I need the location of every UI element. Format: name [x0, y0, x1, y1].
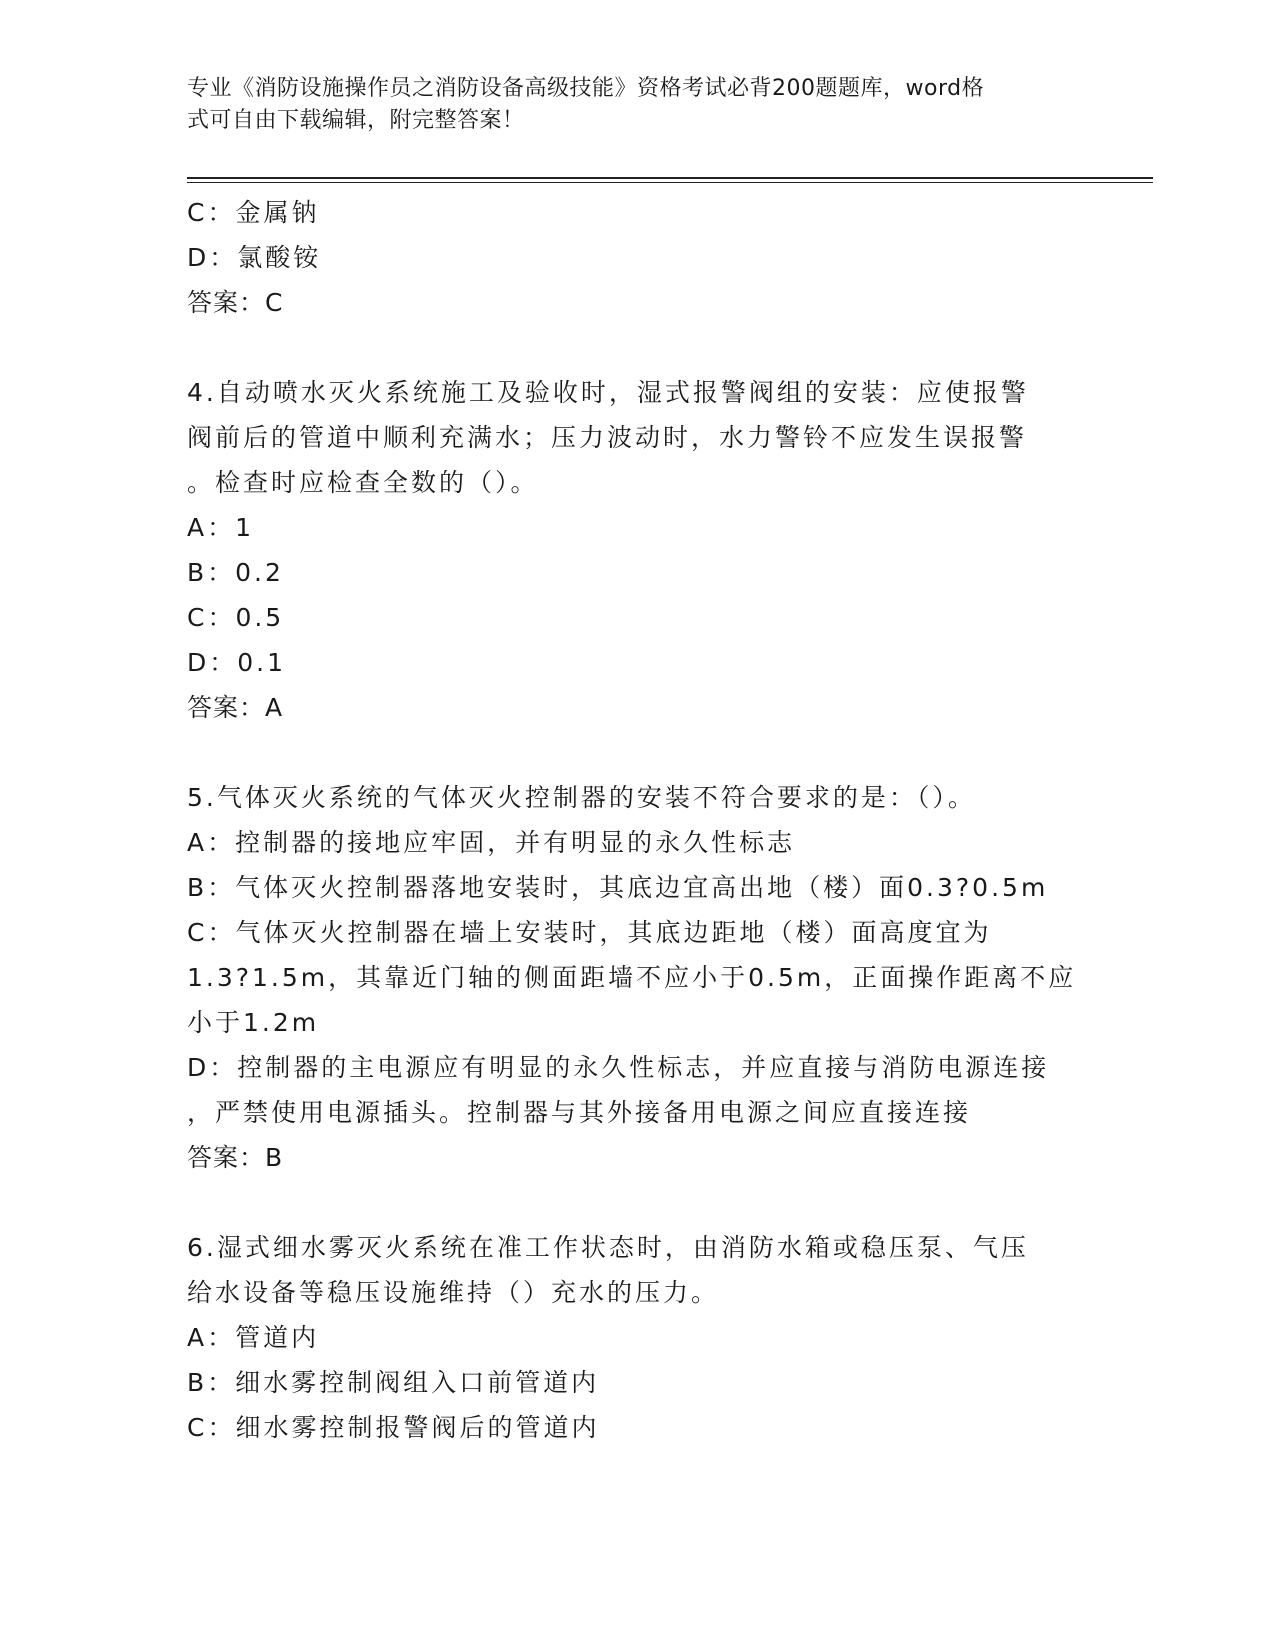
question-block	[187, 190, 1087, 325]
option-c: C：0.5	[187, 603, 285, 632]
spacer	[187, 730, 1087, 775]
answer-text: 答案：A	[187, 693, 284, 722]
header-line: 式可自由下载编辑，附完整答案！	[187, 108, 525, 133]
header-divider	[187, 177, 1153, 179]
option-b: B：0.2	[187, 558, 284, 587]
question-stem: 5.气体灭火系统的气体灭火控制器的安装不符合要求的是：（）。	[187, 783, 976, 812]
spacer	[187, 1180, 1087, 1225]
question-block	[187, 370, 1087, 730]
question-block	[187, 775, 1087, 1180]
question-stem: 6.湿式细水雾灭火系统在准工作状态时，由消防水箱或稳压泵、气压	[187, 1233, 1029, 1262]
answer-text: 答案：B	[187, 1143, 284, 1172]
question-stem: 。检查时应检查全数的（）。	[187, 468, 539, 497]
option-c: C：气体灭火控制器在墙上安装时，其底边距地（楼）面高度宜为	[187, 918, 992, 947]
option-d: D：氯酸铵	[187, 243, 322, 272]
option-c-continued: 1.3?1.5m，其靠近门轴的侧面距墙不应小于0.5m，正面操作距离不应	[187, 963, 1077, 992]
option-c: C：细水雾控制报警阀后的管道内	[187, 1413, 600, 1442]
option-c-continued: 小于1.2m	[187, 1008, 320, 1037]
question-list	[187, 190, 1087, 1450]
option-d: D：0.1	[187, 648, 287, 677]
question-block	[187, 1225, 1087, 1450]
spacer	[187, 325, 1087, 370]
option-a: A：管道内	[187, 1323, 320, 1352]
option-d-continued: ，严禁使用电源插头。控制器与其外接备用电源之间应直接连接	[187, 1098, 972, 1127]
option-b: B：气体灭火控制器落地安装时，其底边宜高出地（楼）面0.3?0.5m	[187, 873, 1049, 902]
question-stem: 4.自动喷水灭火系统施工及验收时，湿式报警阀组的安装：应使报警	[187, 378, 1029, 407]
option-a: A：控制器的接地应牢固，并有明显的永久性标志	[187, 828, 796, 857]
question-stem: 阀前后的管道中顺利充满水；压力波动时，水力警铃不应发生误报警	[187, 423, 1028, 452]
document-header	[187, 73, 1067, 137]
question-stem: 给水设备等稳压设施维持（）充水的压力。	[187, 1278, 720, 1307]
option-a: A：1	[187, 513, 255, 542]
option-b: B：细水雾控制阀组入口前管道内	[187, 1368, 600, 1397]
option-d: D：控制器的主电源应有明显的永久性标志，并应直接与消防电源连接	[187, 1053, 1050, 1082]
answer-text: 答案：C	[187, 288, 284, 317]
header-divider	[187, 182, 1153, 183]
option-c: C：金属钠	[187, 198, 320, 227]
header-line: 专业《消防设施操作员之消防设备高级技能》资格考试必背200题题库，word格	[187, 76, 985, 101]
